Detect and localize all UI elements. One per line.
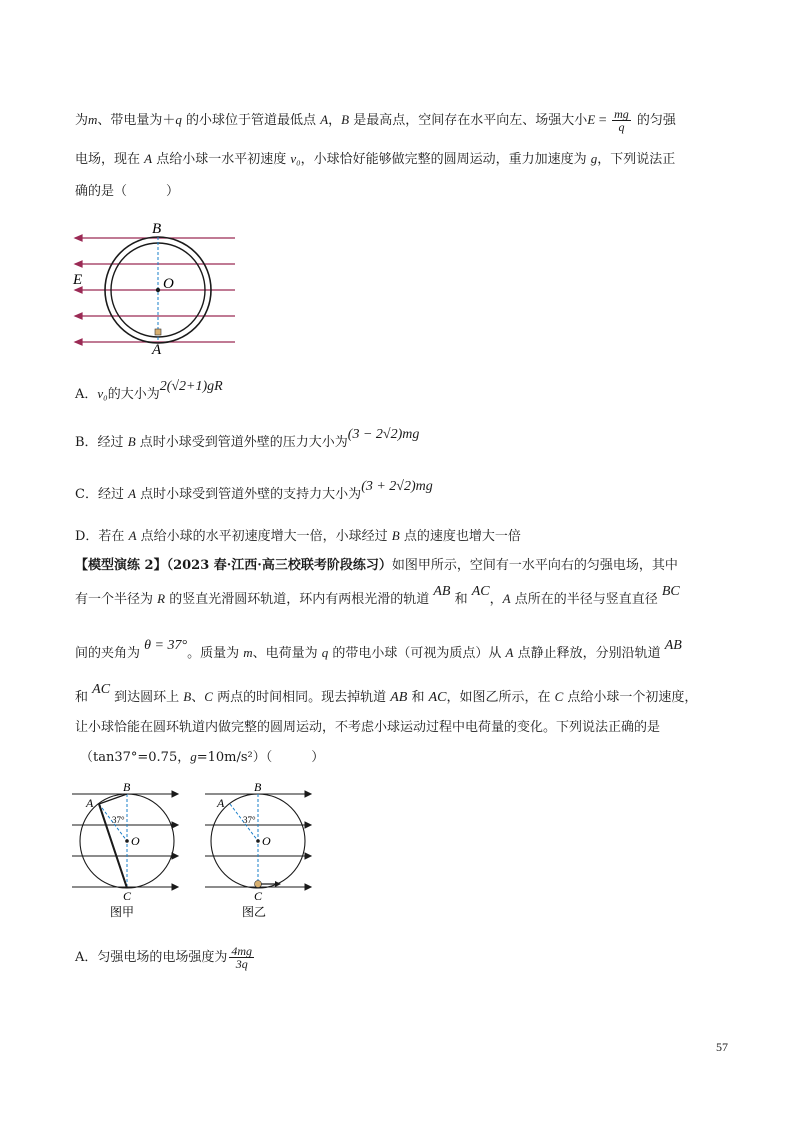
label-O: O (163, 276, 174, 292)
q2-option-a: A．匀强电场的电场强度为 $\frac{4mg}{3q}$ (75, 944, 253, 971)
svg-text:B: B (254, 780, 262, 794)
q1-circle-figure (70, 218, 240, 358)
svg-text:37°: 37° (243, 815, 256, 825)
q1-option-d: D．若在 A 点给小球的水平初速度增大一倍，小球经过 B 点的速度也增大一倍 (75, 528, 521, 544)
q2-line3: 间的夹角为 θ = 37°。质量为 m、电荷量为 q 的带电小球（可视为质点）从 A 点静止释放，分别沿轨道 AB (75, 638, 682, 661)
svg-text:O: O (262, 834, 271, 848)
label-A: A (152, 342, 162, 358)
q2-line5: 让小球恰能在圆环轨道内做完整的圆周运动，不考虑小球运动过程中电荷量的变化。下列说法正确的是 (75, 720, 661, 735)
q1-option-a: A．v₀的大小为2(√2+1)gR (75, 379, 223, 402)
ball-yi (255, 881, 262, 888)
page-number: 57 (716, 1040, 728, 1054)
label-E: E (73, 272, 83, 288)
field-fraction: $\frac{mg}{q}$ (614, 107, 629, 134)
q2-line2: 有一个半径为 R 的竖直光滑圆环轨道，环内有两根光滑的轨道 AB 和 AC，A 点所在的半径与竖直直径 BC (75, 584, 680, 607)
q2-line4: 和 AC 到达圆环上 B、C 两点的时间相同。现去掉轨道 AB 和 AC，如图乙所示，在 C 点给小球一个初速度， (75, 682, 698, 705)
label-B: B (152, 221, 162, 237)
q2-line6: （tan37°=0.75，g=10m/s²）（ ） (80, 749, 325, 765)
caption-yi: 图乙 (242, 905, 267, 919)
svg-text:C: C (123, 889, 132, 903)
q2-line1: 【模型演练 2】（2023 春·江西·高三校联考阶段练习）如图甲所示，空间有一水平向右的匀强电场，其中 (75, 558, 678, 573)
q1-stem-line2: 电场，现在 A 点给小球一水平初速度 v₀，小球恰好能够做完整的圆周运动，重力加速度为 g，下列说法正 (75, 151, 676, 167)
q1-option-b: B．经过 B 点时小球受到管道外壁的压力大小为(3 − 2√2)mg (75, 427, 420, 450)
q2-figure-jia (72, 778, 182, 920)
q1-stem-line3: 确的是（ ） (75, 184, 180, 199)
q1-stem-line1: 为m、带电量为＋q 的小球位于管道最低点 A，B 是最高点，空间存在水平向左、场强大小E = $\frac{mg}{q}$ 的匀强 (75, 107, 676, 134)
caption-jia: 图甲 (110, 905, 135, 919)
track-AB (99, 794, 127, 804)
q2-figure-yi (205, 778, 315, 920)
center-point (156, 288, 160, 292)
svg-text:37°: 37° (112, 815, 125, 825)
ball (155, 329, 161, 335)
field-strength-fraction: $\frac{4mg}{3q}$ (231, 944, 253, 971)
svg-text:O: O (131, 834, 140, 848)
svg-text:A: A (86, 796, 94, 810)
svg-text:C: C (254, 889, 263, 903)
q1-option-c: C．经过 A 点时小球受到管道外壁的支持力大小为(3 + 2√2)mg (75, 479, 433, 502)
svg-text:A: A (217, 796, 225, 810)
svg-text:B: B (123, 780, 131, 794)
